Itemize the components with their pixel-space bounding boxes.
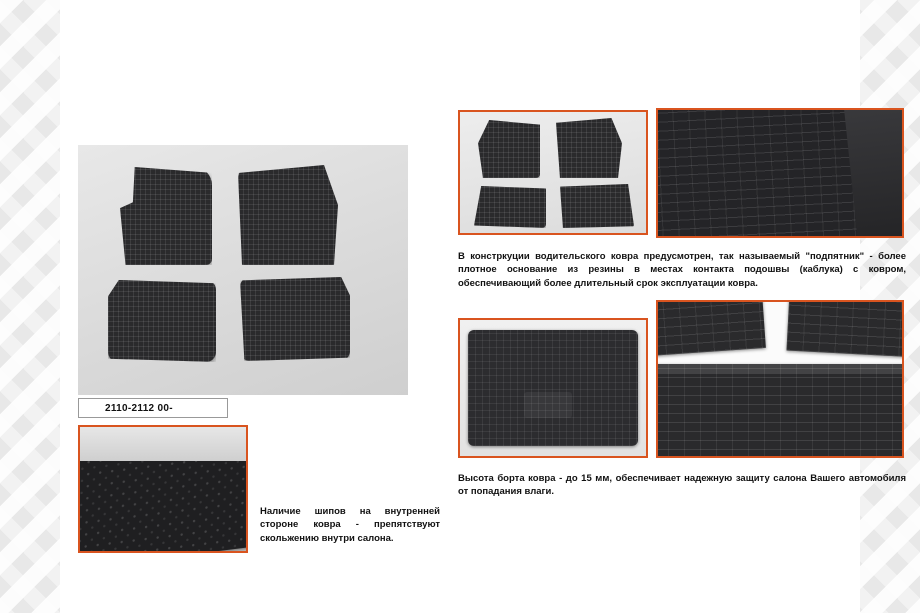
set-mat-2 xyxy=(556,118,622,178)
caption-driver-mat: В констркуции водительского ковра предусмотрен, так называемый "подпятник" - более плотное основание из резины в местах контакта подошвы (каблука) с ковром, обеспечивающий более длительный срок эксплуатации ковра. xyxy=(458,251,906,289)
photo-backdrop-top xyxy=(80,427,246,461)
product-code-value: 2110-2112 00- xyxy=(105,402,173,414)
flat-mat-logo-plate xyxy=(524,392,572,418)
photo-rubber-texture xyxy=(656,108,904,238)
corner-piece-top-left xyxy=(656,300,766,356)
set-mat-4 xyxy=(560,184,634,228)
corner-piece-top-right xyxy=(786,300,904,357)
product-code-label xyxy=(78,398,228,418)
flat-mat-surface xyxy=(468,330,638,446)
mat-front-left xyxy=(120,167,212,265)
set-mat-1 xyxy=(478,120,540,178)
mat-raised-border xyxy=(656,364,904,374)
photo-set-top-right xyxy=(458,110,648,235)
corner-piece-bottom xyxy=(656,364,904,458)
photo-main-mat-set xyxy=(78,145,408,395)
photo-mat-corner xyxy=(656,300,904,458)
mat-rear-left xyxy=(108,280,216,362)
photo-flat-mat xyxy=(458,318,648,458)
set-mat-3 xyxy=(474,186,546,228)
mat-rear-right xyxy=(240,277,350,361)
caption-border-height: Высота борта ковра - до 15 мм, обеспечивает надежную защиту салона Вашего автомобиля от попадания влаги. xyxy=(458,473,906,498)
mat-front-right xyxy=(238,165,338,265)
caption-spikes: Наличие шипов на внутренней стороне ковра - препятствуют скольжению внутри салона. xyxy=(260,506,440,544)
catalog-sheet xyxy=(60,0,906,613)
photo-spikes-closeup xyxy=(78,425,248,553)
